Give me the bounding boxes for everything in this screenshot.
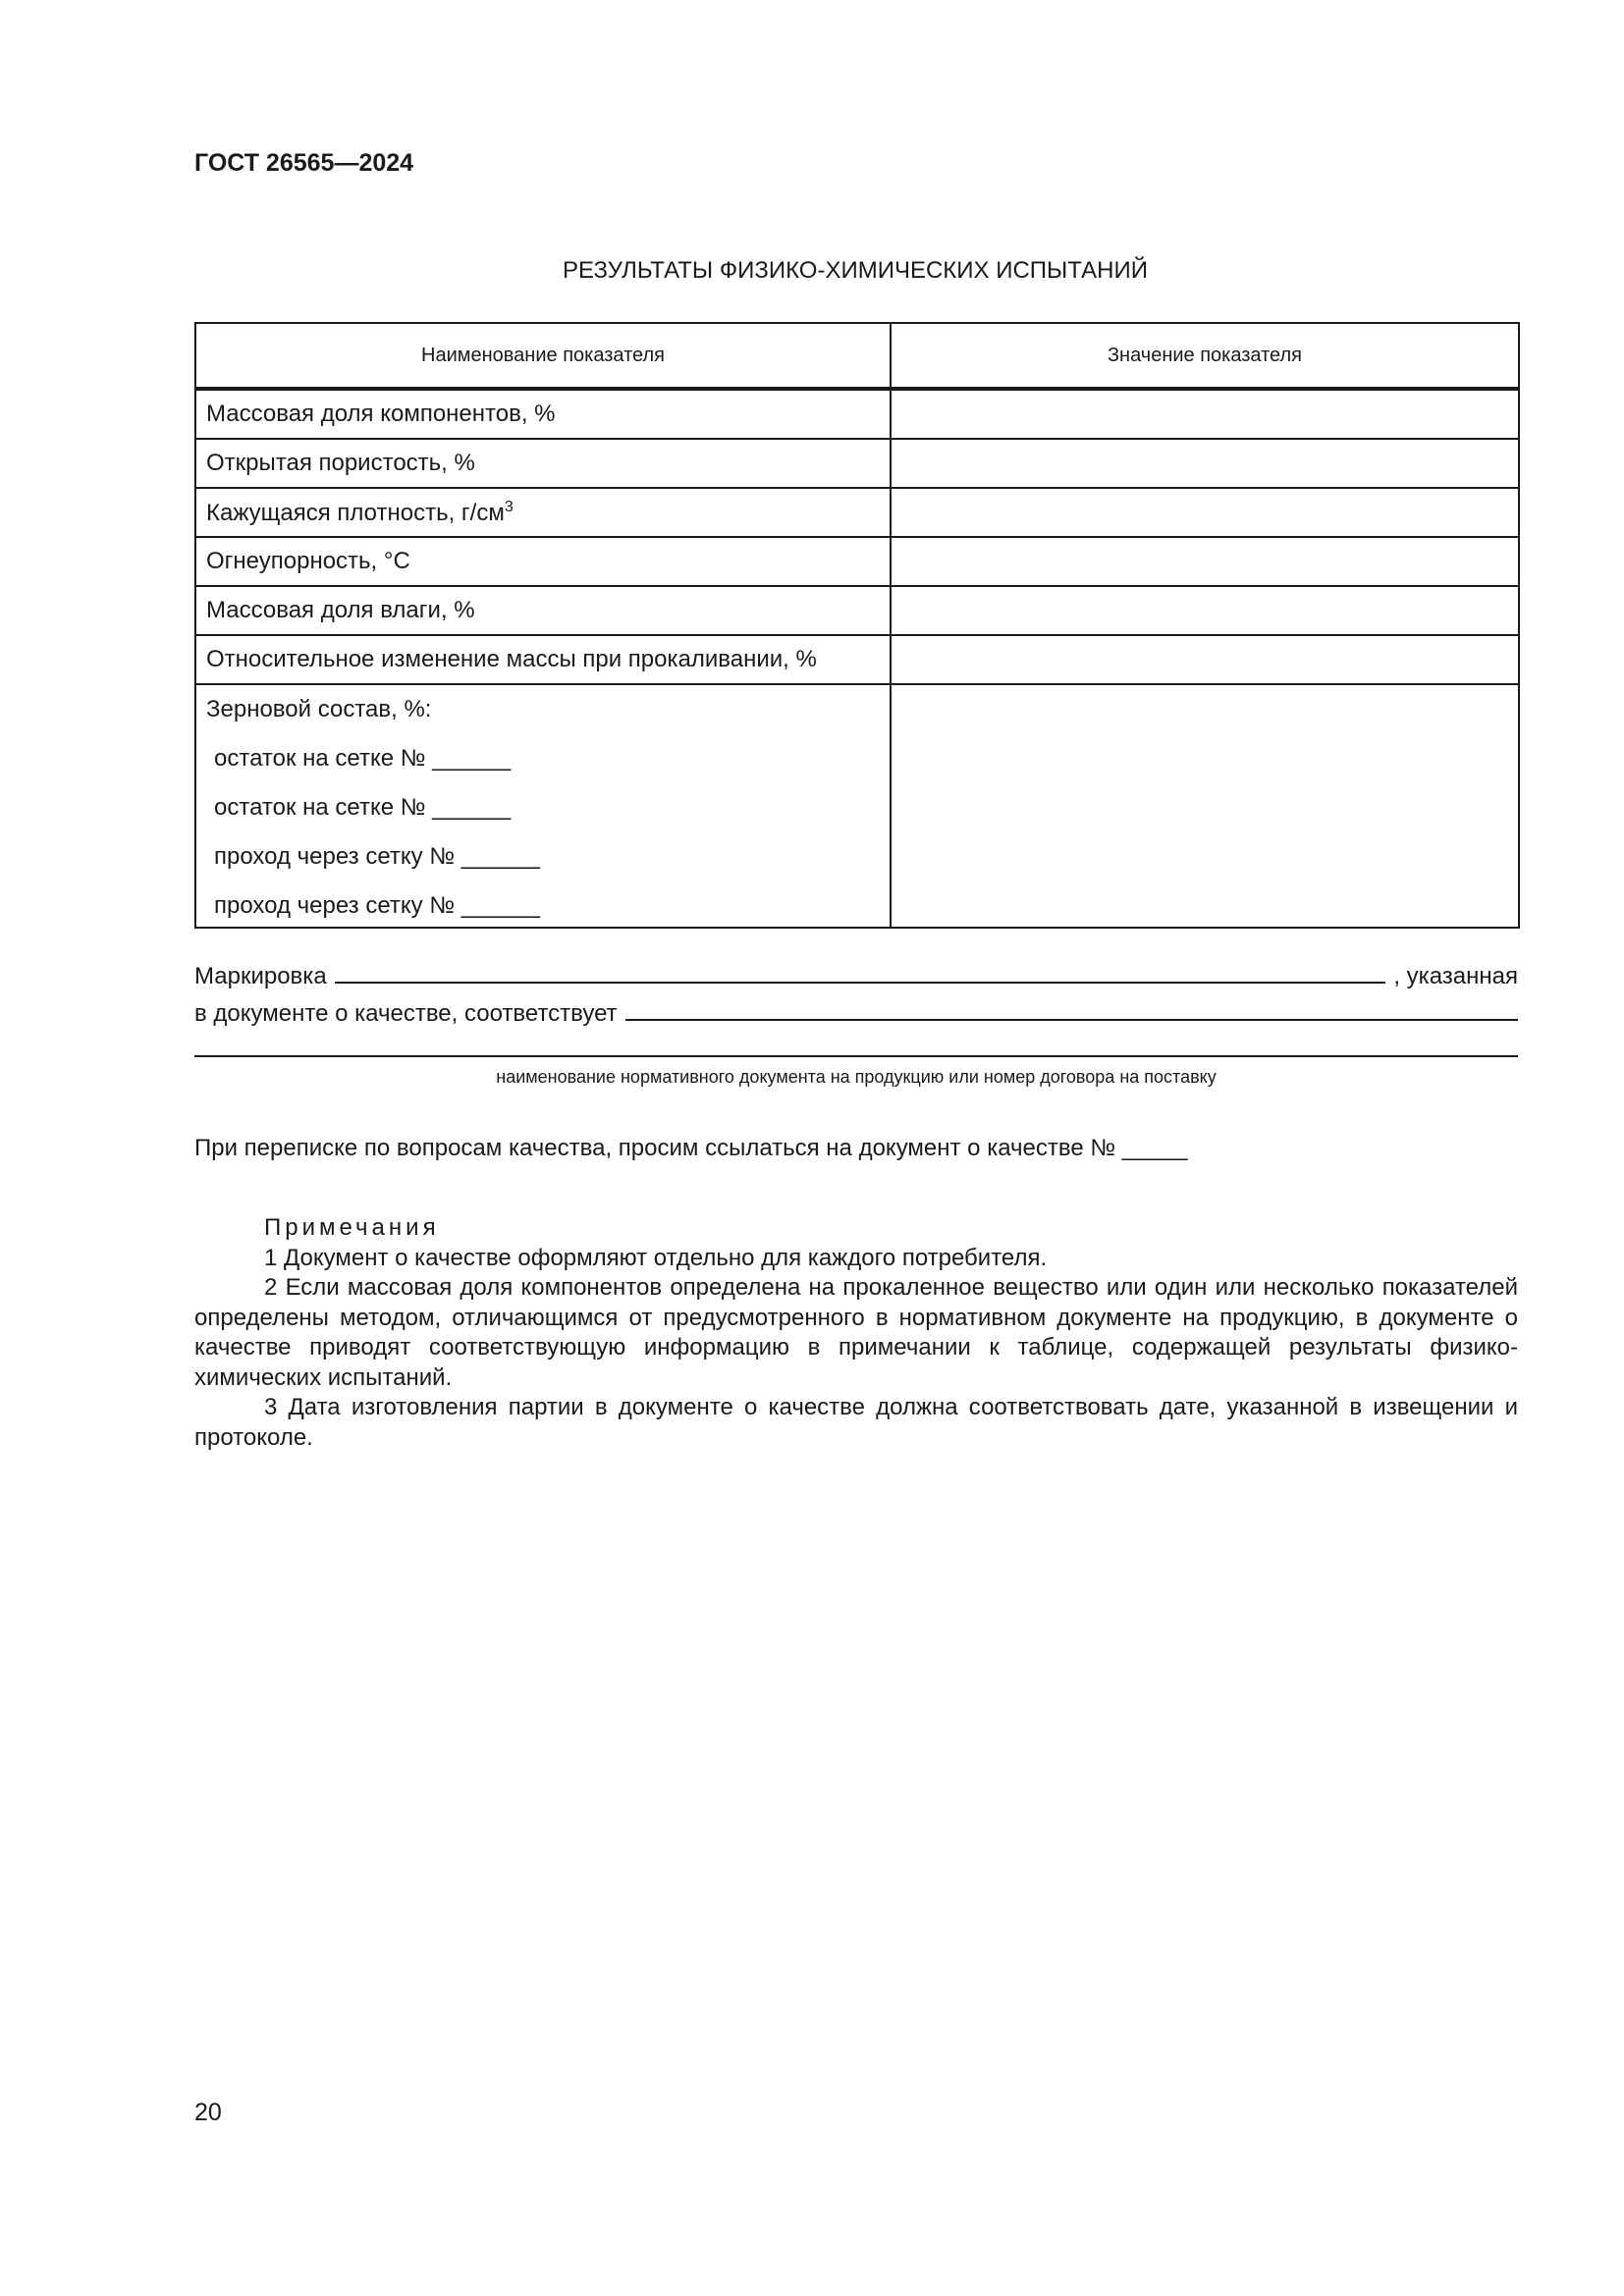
row-value	[891, 586, 1519, 635]
row-value	[891, 389, 1519, 439]
marking-line	[194, 960, 1518, 990]
row-value	[891, 488, 1519, 537]
row-label: Массовая доля компонентов, %	[195, 389, 891, 439]
results-table	[194, 322, 1520, 929]
table-row	[195, 537, 1519, 586]
note-item: 3 Дата изготовления партии в документе о качестве должна соответствовать дате, указанной в извещении и протоколе.	[194, 1394, 1518, 1451]
notes-title: Примечания	[264, 1214, 440, 1241]
grain-item: проход через сетку № ______	[214, 892, 540, 919]
grain-label-cell	[195, 684, 891, 928]
grain-row	[195, 684, 1519, 928]
grain-item: остаток на сетке № ______	[214, 745, 512, 772]
table-row	[195, 439, 1519, 488]
page-number: 20	[194, 2099, 222, 2126]
section-title: РЕЗУЛЬТАТЫ ФИЗИКО-ХИМИЧЕСКИХ ИСПЫТАНИЙ	[563, 257, 1148, 284]
note-item: 1 Документ о качестве оформляют отдельно для каждого потребителя.	[264, 1244, 1048, 1271]
row-label: Огнеупорность, °С	[195, 537, 891, 586]
table-row	[195, 586, 1519, 635]
row-label: Кажущаяся плотность, г/см	[206, 499, 505, 526]
row-label: Массовая доля влаги, %	[195, 586, 891, 635]
row-label: Открытая пористость, %	[195, 439, 891, 488]
blank-caption: наименование нормативного документа на продукцию или номер договора на поставку	[496, 1067, 1217, 1087]
row-value	[891, 439, 1519, 488]
document-name-blank	[194, 1055, 1518, 1057]
table-row	[195, 635, 1519, 684]
marking-suffix: , указанная	[1393, 963, 1518, 989]
compliance-line	[194, 997, 1518, 1028]
table-row	[195, 488, 1519, 537]
row-value	[891, 635, 1519, 684]
compliance-label: в документе о качестве, соответствует	[194, 1000, 618, 1027]
column-header-name: Наименование показателя	[195, 323, 891, 389]
grain-label: Зерновой состав, %:	[206, 696, 432, 722]
note-item: 2 Если массовая доля компонентов определена на прокаленное вещество или один или несколько показателей определены методом, отличающимся от предусмотренного в нормативном документе на продукцию, в документе о качестве приводят соответствующую информацию в примечании к таблице, содержащей результаты физико-химических испытаний.	[194, 1274, 1518, 1391]
notes-section	[194, 1213, 1518, 1453]
row-value	[891, 537, 1519, 586]
row-label: Относительное изменение массы при прокаливании, %	[195, 635, 891, 684]
row-label-cell	[195, 488, 891, 537]
marking-blank	[335, 960, 1386, 984]
column-header-value: Значение показателя	[891, 323, 1519, 389]
standard-header: ГОСТ 26565—2024	[194, 149, 414, 177]
table-row	[195, 389, 1519, 439]
unit-superscript: 3	[504, 498, 514, 515]
marking-label: Маркировка	[194, 963, 327, 989]
compliance-blank	[625, 997, 1518, 1021]
grain-value	[891, 684, 1519, 928]
grain-item: остаток на сетке № ______	[214, 794, 512, 821]
correspondence-note: При переписке по вопросам качества, просим ссылаться на документ о качестве № _____	[194, 1135, 1188, 1161]
grain-item: проход через сетку № ______	[214, 843, 540, 870]
table-header-row	[195, 323, 1519, 389]
